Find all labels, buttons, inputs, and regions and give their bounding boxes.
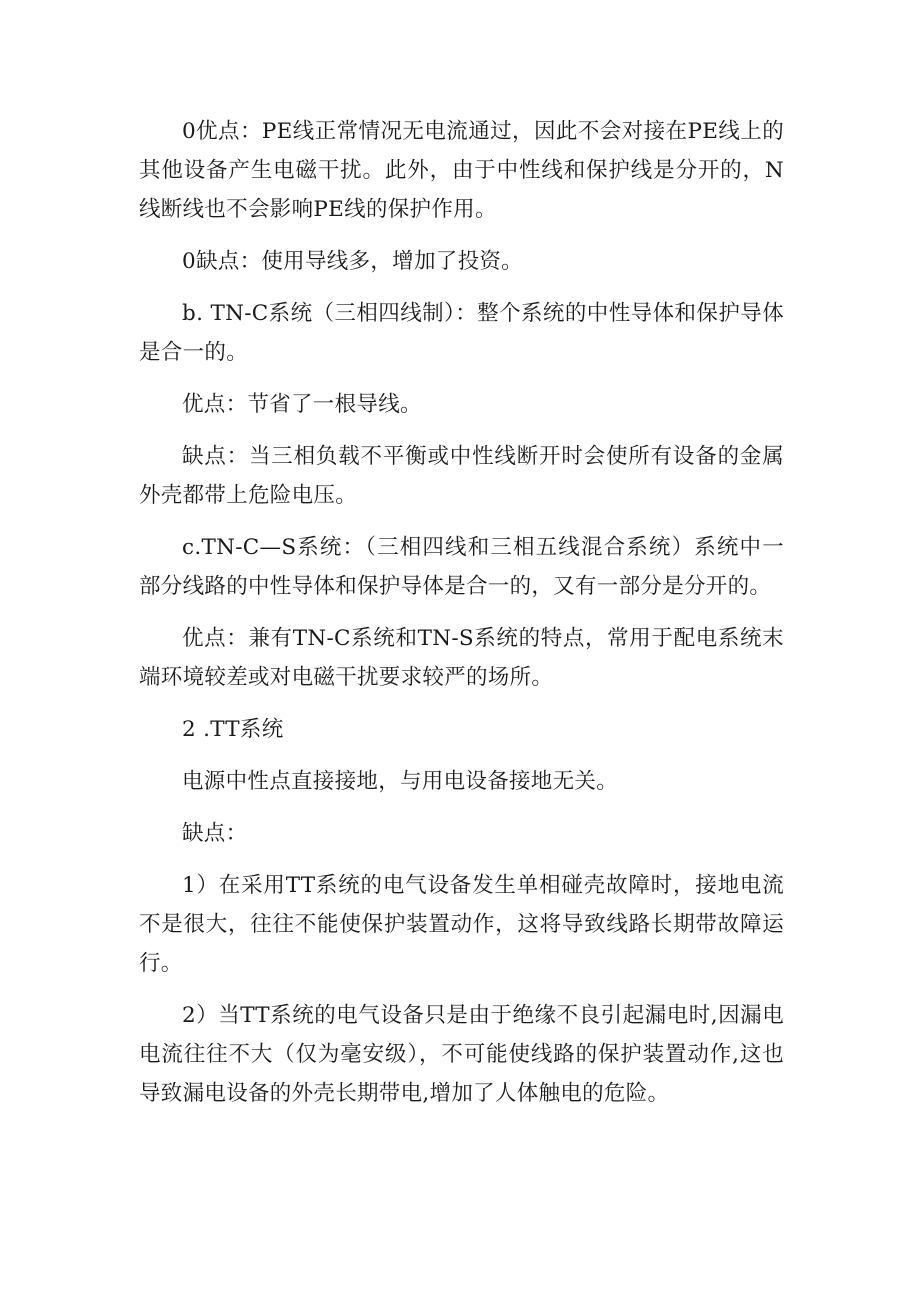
paragraph-tn-c-disadvantages: 缺点：当三相负载不平衡或中性线断开时会使所有设备的金属外壳都带上危险电压。 bbox=[139, 444, 784, 508]
section-heading-tt-system: 2 .TT系统 bbox=[182, 717, 284, 742]
paragraph-tt-disadvantages-label: 缺点： bbox=[182, 821, 248, 846]
paragraph-tt-disadvantage-1: 1）在采用TT系统的电气设备发生单相碰壳故障时，接地电流不是很大，往往不能使保护装置动作，这将导致线路长期带故障运行。 bbox=[139, 873, 784, 976]
paragraph-tn-c-advantages: 优点：节省了一根导线。 bbox=[182, 392, 422, 417]
paragraph-tn-s-advantages: 0优点：PE线正常情况无电流通过，因此不会对接在PE线上的其他设备产生电磁干扰。此外，由于中性线和保护线是分开的，N线断线也不会影响PE线的保护作用。 bbox=[139, 119, 784, 222]
paragraph-tt-disadvantage-2: 2）当TT系统的电气设备只是由于绝缘不良引起漏电时,因漏电电流往往不大（仅为毫安级），不可能使线路的保护装置动作,这也导致漏电设备的外壳长期带电,增加了人体触电的危险。 bbox=[139, 1003, 784, 1106]
paragraph-tn-s-disadvantages: 0缺点：使用导线多，增加了投资。 bbox=[182, 249, 523, 274]
paragraph-tn-c-heading: b. TN-C系统（三相四线制）：整个系统的中性导体和保护导体是合一的。 bbox=[139, 301, 784, 365]
paragraph-tn-c-s-heading: c.TN-C—S系统：（三相四线和三相五线混合系统）系统中一部分线路的中性导体和保护导体是合一的，又有一部分是分开的。 bbox=[139, 535, 784, 599]
paragraph-tt-description: 电源中性点直接接地，与用电设备接地无关。 bbox=[182, 769, 619, 794]
paragraph-tn-c-s-advantages: 优点：兼有TN-C系统和TN-S系统的特点，常用于配电系统末端环境较差或对电磁干扰要求较严的场所。 bbox=[139, 626, 784, 690]
document-body bbox=[139, 112, 784, 1126]
